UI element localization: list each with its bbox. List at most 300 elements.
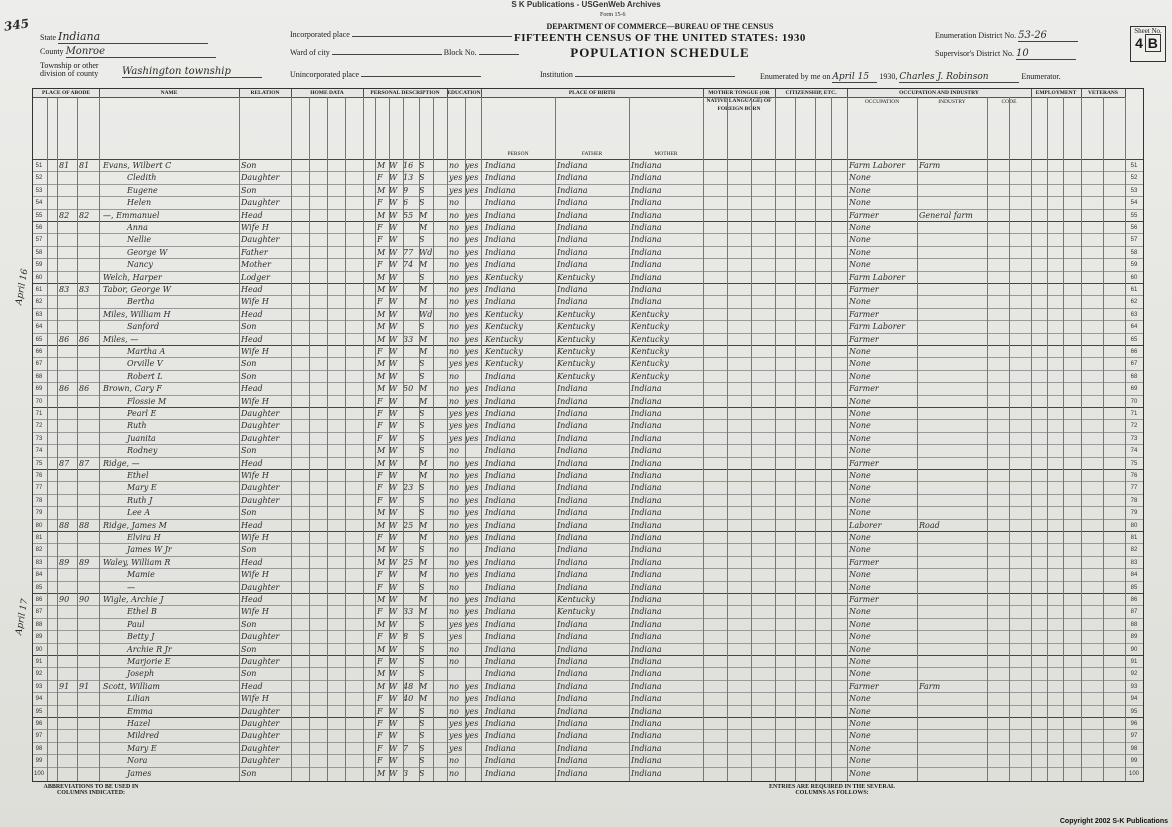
dwelling-number <box>59 172 77 184</box>
sex: M <box>377 371 386 381</box>
person-birthplace: Indiana <box>485 210 516 220</box>
can-read: yes <box>465 173 479 183</box>
mother-birthplace: Indiana <box>631 272 662 282</box>
line-number: 69 <box>35 386 43 393</box>
school-attended: no <box>449 210 459 220</box>
industry <box>919 644 987 656</box>
mother-birthplace: Indiana <box>631 545 662 555</box>
line-number-right: 100 <box>1128 770 1139 777</box>
marital-status: S <box>419 433 425 443</box>
sex: F <box>377 731 383 741</box>
father-birthplace: Indiana <box>557 669 588 679</box>
school-attended: yes <box>449 731 463 741</box>
industry <box>919 309 987 321</box>
line-number-right: 52 <box>1130 175 1138 182</box>
county-label: County <box>40 47 64 56</box>
age: 9 <box>403 185 409 195</box>
mother-birthplace: Indiana <box>631 185 662 195</box>
line-number: 57 <box>35 237 43 244</box>
family-number <box>79 234 97 246</box>
can-read: yes <box>465 223 479 232</box>
father-birthplace: Indiana <box>557 508 588 518</box>
line-number-right: 62 <box>1130 299 1138 306</box>
age: 55 <box>403 210 414 220</box>
column-rule <box>1103 97 1104 781</box>
table-row <box>33 221 1143 234</box>
industry <box>919 358 987 370</box>
dwelling-number <box>59 197 77 209</box>
group-home: HOME DATA <box>291 89 364 98</box>
abbrev-title: ABBREVIATIONS TO BE USED IN COLUMNS INDICATED: <box>43 784 139 796</box>
can-read <box>465 197 481 209</box>
father-birthplace: Indiana <box>557 260 588 270</box>
father-birthplace: Kentucky <box>557 322 595 332</box>
family-number <box>79 718 97 730</box>
industry <box>919 768 987 780</box>
race: W <box>389 533 398 542</box>
marital-status: M <box>419 334 428 344</box>
column-rule <box>555 97 556 781</box>
marital-status: S <box>419 185 425 195</box>
family-number: 81 <box>79 161 90 170</box>
father-birthplace: Indiana <box>557 409 588 418</box>
person-name: Marjorie E <box>127 657 171 666</box>
age: 16 <box>403 161 414 170</box>
father-birthplace: Indiana <box>557 247 588 257</box>
age <box>403 222 417 234</box>
line-number: 71 <box>35 411 43 417</box>
age: 33 <box>403 607 414 617</box>
marital-status: S <box>419 173 425 183</box>
occupation: None <box>849 719 871 728</box>
column-rule <box>917 97 918 781</box>
sex: F <box>377 235 383 245</box>
colhead-person: PERSON <box>481 149 556 159</box>
dwelling-number: 90 <box>59 595 70 604</box>
father-birthplace: Kentucky <box>557 371 595 381</box>
mother-birthplace: Kentucky <box>631 347 669 356</box>
form-number: Form 15-6 <box>600 12 626 18</box>
line-number-right: 91 <box>1130 659 1138 665</box>
footer <box>32 781 1142 812</box>
person-birthplace: Indiana <box>485 570 516 580</box>
father-birthplace: Indiana <box>557 446 588 456</box>
family-number <box>79 197 97 209</box>
person-name: Nora <box>127 756 148 766</box>
marital-status: S <box>419 731 425 741</box>
school-attended: no <box>449 161 459 170</box>
sex: F <box>377 483 383 493</box>
sex: M <box>377 458 386 468</box>
institution-label: Institution <box>540 70 573 79</box>
table-row <box>33 543 1143 556</box>
marital-status: S <box>419 669 425 679</box>
entries-title: ENTRIES ARE REQUIRED IN THE SEVERAL COLUMNS AS FOLLOWS: <box>768 784 896 796</box>
line-number-right: 66 <box>1130 349 1138 355</box>
mother-birthplace: Indiana <box>631 396 662 406</box>
group-occupation: OCCUPATION AND INDUSTRY <box>847 89 1032 98</box>
race: W <box>389 632 398 642</box>
relation: Wife H <box>241 533 269 542</box>
person-name: Tabor, George W <box>103 285 171 294</box>
industry <box>919 755 987 767</box>
sex: M <box>377 309 386 319</box>
relation: Head <box>241 458 263 468</box>
column-rule <box>309 97 310 781</box>
can-read: yes <box>465 359 479 369</box>
table-row <box>33 333 1143 346</box>
dwelling-number <box>59 743 77 755</box>
group-citizen: CITIZENSHIP, ETC. <box>775 89 848 98</box>
dwelling-number <box>59 482 77 494</box>
age <box>403 321 417 333</box>
column-rule <box>57 97 58 781</box>
dwelling-number <box>59 544 77 556</box>
father-birthplace: Indiana <box>557 768 588 778</box>
father-birthplace: Indiana <box>557 285 588 294</box>
family-number <box>79 172 97 184</box>
line-number-right: 76 <box>1130 473 1138 479</box>
sex: M <box>377 185 386 195</box>
family-number <box>79 743 97 755</box>
age <box>403 420 417 432</box>
race: W <box>389 347 398 356</box>
can-read: yes <box>465 694 479 704</box>
can-read <box>465 582 481 594</box>
dwelling-number <box>59 247 77 259</box>
race: W <box>389 595 398 604</box>
line-number-right: 84 <box>1130 572 1138 579</box>
marital-status: S <box>419 371 425 381</box>
race: W <box>389 185 398 195</box>
relation: Head <box>241 520 263 530</box>
age <box>403 358 417 370</box>
sex: M <box>377 520 386 530</box>
person-birthplace: Indiana <box>485 768 516 778</box>
marital-status: S <box>419 198 425 208</box>
line-number-right: 90 <box>1130 646 1138 653</box>
line-number: 76 <box>35 473 43 479</box>
person-birthplace: Indiana <box>485 706 516 716</box>
dwelling-number <box>59 569 77 581</box>
person-name: Mamie <box>127 570 155 580</box>
industry <box>919 222 987 234</box>
school-attended: yes <box>449 359 463 369</box>
age: 33 <box>403 334 414 344</box>
person-birthplace: Indiana <box>485 508 516 518</box>
line-number: 56 <box>35 225 43 231</box>
father-birthplace: Indiana <box>557 681 588 691</box>
school-attended: no <box>449 483 459 493</box>
person-name: Anna <box>127 223 148 232</box>
schedule-title: POPULATION SCHEDULE <box>570 45 750 60</box>
age: 77 <box>403 247 414 257</box>
marital-status: S <box>419 446 425 456</box>
person-name: Pearl E <box>127 409 157 418</box>
father-birthplace: Indiana <box>557 557 588 567</box>
race: W <box>389 334 398 344</box>
marital-status: S <box>419 657 425 666</box>
colhead-code: CODE <box>987 97 1032 149</box>
school-attended: no <box>449 533 459 542</box>
family-number: 88 <box>79 520 90 530</box>
dwelling-number: 88 <box>59 520 70 530</box>
race: W <box>389 520 398 530</box>
industry <box>919 334 987 346</box>
can-read: yes <box>465 421 479 431</box>
father-birthplace: Indiana <box>557 210 588 220</box>
supervisor-field <box>935 48 1076 60</box>
industry: Farm <box>919 681 941 691</box>
county-field <box>40 46 216 58</box>
line-number: 81 <box>35 535 43 541</box>
marital-status: S <box>419 508 425 518</box>
can-read: yes <box>465 396 479 406</box>
occupation: None <box>849 409 871 418</box>
census-grid <box>32 88 1144 782</box>
mother-birthplace: Indiana <box>631 495 662 505</box>
line-number: 95 <box>35 708 43 715</box>
line-number: 99 <box>35 758 43 765</box>
race: W <box>389 743 398 753</box>
township-value: Washington township <box>122 66 262 78</box>
line-number-right: 55 <box>1130 212 1138 219</box>
age <box>403 309 417 321</box>
occupation: None <box>849 706 871 716</box>
father-birthplace: Indiana <box>557 173 588 183</box>
sex: M <box>377 334 386 344</box>
family-number <box>79 408 97 420</box>
margin-note-1: April 16 <box>14 268 31 306</box>
person-birthplace: Indiana <box>485 619 516 629</box>
person-name: Evans, Wilbert C <box>103 161 172 170</box>
dwelling-number <box>59 532 77 544</box>
person-name: Nellie <box>127 235 152 245</box>
relation: Wife H <box>241 607 269 617</box>
person-name: Juanita <box>127 433 156 443</box>
father-birthplace: Indiana <box>557 223 588 232</box>
can-read: yes <box>465 731 479 741</box>
father-birthplace: Indiana <box>557 706 588 716</box>
person-birthplace: Indiana <box>485 384 516 394</box>
mother-birthplace: Indiana <box>631 719 662 728</box>
person-name: Lee A <box>127 508 151 518</box>
line-number-right: 65 <box>1130 336 1138 343</box>
line-number: 94 <box>35 696 43 703</box>
sex: M <box>377 557 386 567</box>
table-row <box>33 531 1143 544</box>
person-name: Ridge, — <box>103 458 140 468</box>
school-attended: no <box>449 285 459 294</box>
school-attended: no <box>449 334 459 344</box>
father-birthplace: Indiana <box>557 458 588 468</box>
census-title: FIFTEENTH CENSUS OF THE UNITED STATES: 1930 <box>514 32 806 44</box>
relation: Daughter <box>241 483 280 493</box>
table-row <box>33 184 1143 197</box>
school-attended: no <box>449 681 459 691</box>
occupation: None <box>849 359 871 369</box>
can-read: yes <box>465 607 479 617</box>
dwelling-number <box>59 631 77 643</box>
sex: F <box>377 421 383 431</box>
school-attended: no <box>449 446 459 456</box>
marital-status: M <box>419 384 428 394</box>
table-row <box>33 655 1143 668</box>
school-attended: no <box>449 458 459 468</box>
person-birthplace: Indiana <box>485 582 516 592</box>
industry <box>919 631 987 643</box>
relation: Son <box>241 371 257 381</box>
age: 8 <box>403 632 409 642</box>
marital-status: S <box>419 619 425 629</box>
page-stamp: 345 <box>3 16 30 34</box>
mother-birthplace: Indiana <box>631 297 662 307</box>
colhead-mother: MOTHER <box>629 149 704 159</box>
dwelling-number <box>59 495 77 507</box>
sex: F <box>377 347 383 356</box>
marital-status: S <box>419 322 425 332</box>
person-name: Helen <box>127 198 152 208</box>
person-name: Nancy <box>127 260 153 270</box>
school-attended: no <box>449 644 459 654</box>
sex: M <box>377 322 386 332</box>
marital-status: M <box>419 210 428 220</box>
table-row <box>33 345 1143 358</box>
line-number-right: 69 <box>1130 386 1138 393</box>
person-name: James <box>127 768 152 778</box>
age: 25 <box>403 520 414 530</box>
line-number-right: 95 <box>1130 708 1138 715</box>
marital-status: S <box>419 161 425 170</box>
person-birthplace: Indiana <box>485 421 516 431</box>
relation: Daughter <box>241 657 280 666</box>
can-read <box>465 445 481 457</box>
family-number <box>79 259 97 271</box>
marital-status: S <box>419 495 425 505</box>
age <box>403 433 417 445</box>
relation: Son <box>241 185 257 195</box>
industry <box>919 346 987 358</box>
occupation: None <box>849 607 871 617</box>
marital-status: M <box>419 297 428 307</box>
industry <box>919 594 987 606</box>
age <box>403 495 417 507</box>
school-attended: yes <box>449 619 463 629</box>
marital-status: M <box>419 557 428 567</box>
marital-status: M <box>419 347 428 356</box>
dwelling-number <box>59 396 77 408</box>
marital-status: M <box>419 595 428 604</box>
column-rule <box>751 97 752 781</box>
occupation: None <box>849 570 871 580</box>
person-name: Brown, Cary F <box>103 384 162 394</box>
relation: Head <box>241 285 263 294</box>
race: W <box>389 173 398 183</box>
column-rule <box>1125 97 1126 781</box>
relation: Daughter <box>241 756 280 766</box>
race: W <box>389 235 398 245</box>
colhead-industry: INDUSTRY <box>917 97 988 149</box>
line-number: 74 <box>35 448 43 455</box>
person-name: Welch, Harper <box>103 272 162 282</box>
relation: Daughter <box>241 198 280 208</box>
person-birthplace: Indiana <box>485 520 516 530</box>
family-number <box>79 532 97 544</box>
sex: F <box>377 743 383 753</box>
occupation: None <box>849 247 871 257</box>
can-read: yes <box>465 520 479 530</box>
table-row <box>33 581 1143 594</box>
mother-birthplace: Indiana <box>631 570 662 580</box>
dwelling-number <box>59 606 77 618</box>
race: W <box>389 247 398 257</box>
race: W <box>389 322 398 332</box>
line-number: 63 <box>35 311 43 318</box>
person-name: James W Jr <box>127 545 172 555</box>
mother-birthplace: Indiana <box>631 520 662 530</box>
school-attended: no <box>449 657 459 666</box>
sex: F <box>377 756 383 766</box>
occupation: Farmer <box>849 595 879 604</box>
age <box>403 644 417 656</box>
person-name: Robert L <box>127 371 163 381</box>
person-name: Wigle, Archie J <box>103 595 164 604</box>
line-number-right: 74 <box>1130 448 1138 455</box>
person-birthplace: Indiana <box>485 260 516 270</box>
occupation: None <box>849 471 871 480</box>
dwelling-number <box>59 644 77 656</box>
person-birthplace: Indiana <box>485 247 516 257</box>
person-birthplace: Indiana <box>485 694 516 704</box>
race: W <box>389 297 398 307</box>
relation: Daughter <box>241 421 280 431</box>
can-read: yes <box>465 570 479 580</box>
relation: Son <box>241 446 257 456</box>
race: W <box>389 756 398 766</box>
mother-birthplace: Indiana <box>631 173 662 183</box>
table-row <box>33 171 1143 184</box>
can-read: yes <box>465 681 479 691</box>
sex: M <box>377 247 386 257</box>
sex: M <box>377 619 386 629</box>
mother-birthplace: Indiana <box>631 409 662 418</box>
line-number-right: 85 <box>1130 584 1138 591</box>
mother-birthplace: Indiana <box>631 458 662 468</box>
relation: Daughter <box>241 731 280 741</box>
dwelling-number <box>59 718 77 730</box>
occupation: Farm Laborer <box>849 161 906 170</box>
line-number: 59 <box>35 262 43 269</box>
line-number-right: 88 <box>1130 621 1138 628</box>
line-number-right: 79 <box>1130 510 1138 517</box>
relation: Wife H <box>241 347 269 356</box>
dwelling-number <box>59 358 77 370</box>
relation: Head <box>241 681 263 691</box>
family-number <box>79 582 97 594</box>
line-number: 51 <box>35 163 43 169</box>
margin-note-2: April 17 <box>14 598 31 636</box>
dwelling-number: 89 <box>59 557 70 567</box>
dwelling-number <box>59 755 77 767</box>
age: 7 <box>403 743 409 753</box>
line-number: 61 <box>35 287 43 293</box>
relation: Head <box>241 595 263 604</box>
line-number: 64 <box>35 324 43 331</box>
can-read <box>465 656 481 668</box>
age <box>403 755 417 767</box>
table-row <box>33 667 1143 680</box>
relation: Son <box>241 359 257 369</box>
